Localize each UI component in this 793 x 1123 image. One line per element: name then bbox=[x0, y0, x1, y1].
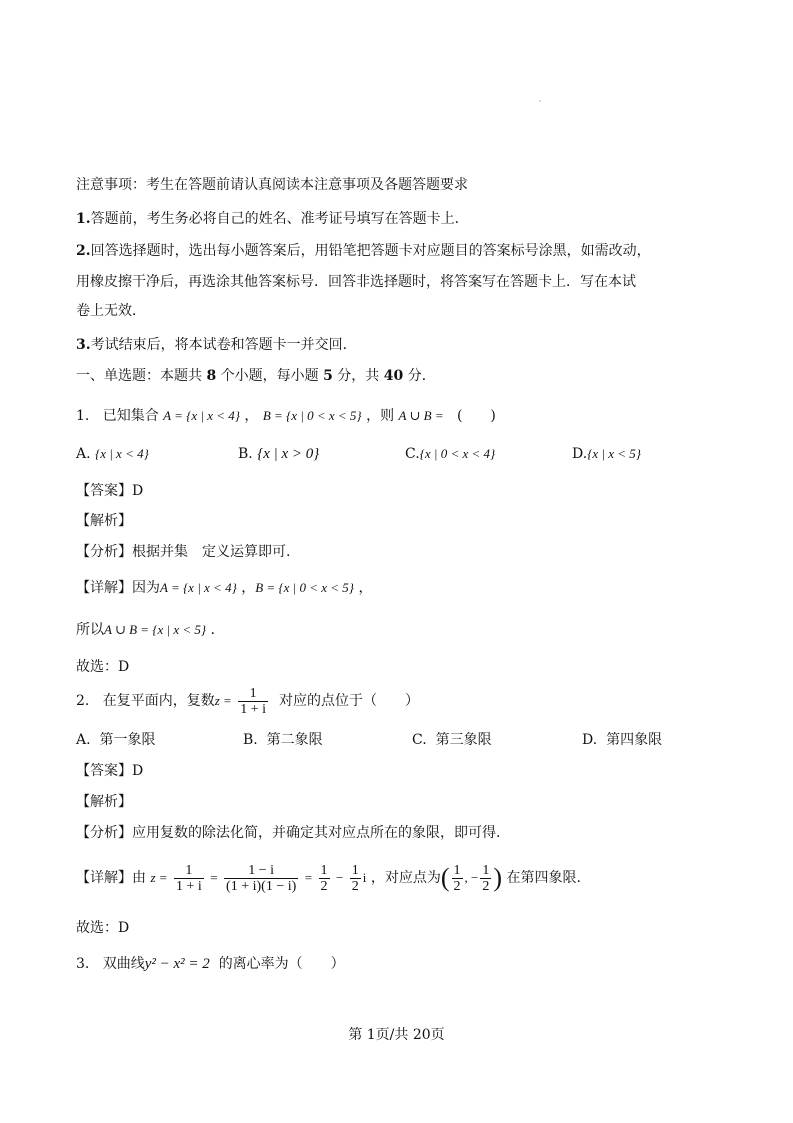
question-1-stem: 1. 已知集合 A = {x | x < 4} ， B = {x | 0 < x < 5} ，则 A ∪ B = ( ) bbox=[76, 408, 496, 424]
q2-final-choice: 故选：D bbox=[76, 920, 130, 936]
q1-analysis-tag: 【解析】 bbox=[76, 513, 132, 529]
set-b: B = {x | 0 < x < 5} bbox=[262, 408, 362, 423]
item-number: 2. bbox=[76, 243, 91, 259]
question-2-stem: 2. 在复平面内，复数z = $\frac{1}{1 + i}$ 对应的点位于（ ） bbox=[76, 685, 419, 717]
q2-analysis-tag: 【解析】 bbox=[76, 794, 132, 810]
q1-fenxi: 【分析】根据并集 定义运算即可. bbox=[76, 544, 291, 560]
q1-option-c: C.{x | 0 < x < 4} bbox=[405, 446, 496, 462]
notice-item-2-line-2: 用橡皮擦干净后，再选涂其他答案标号．回答非选择题时，将答案写在答题卡上．写在本试 bbox=[76, 274, 636, 290]
notice-item-1 bbox=[76, 209, 469, 229]
page-footer: 第 1页/共 20页 bbox=[348, 1027, 445, 1043]
question-number: 2. bbox=[76, 693, 90, 709]
q2-fenxi: 【分析】应用复数的除法化简，并确定其对应点所在的象限，即可得. bbox=[76, 825, 501, 841]
hyperbola-equation: y² − x² = 2 bbox=[144, 956, 210, 972]
item-text: 回答选择题时，选出每小题答案后，用铅笔把答题卡对应题目的答案标号涂黑，如需改动， bbox=[90, 243, 651, 259]
question-3-stem: 3. 双曲线y² − x² = 2 的离心率为（ ） bbox=[76, 956, 345, 972]
question-number: 1. bbox=[76, 408, 90, 424]
notice-item-3 bbox=[76, 335, 357, 355]
set-a: A = {x | x < 4} bbox=[163, 408, 240, 423]
notice-item-2 bbox=[76, 241, 651, 261]
question-number: 3. bbox=[76, 956, 90, 972]
q2-option-b: B. 第二象限 bbox=[243, 732, 323, 748]
q2-option-d: D. 第四象限 bbox=[582, 732, 663, 748]
scan-speck bbox=[539, 100, 541, 102]
fraction: $\frac{1}{1 + i}$ bbox=[240, 685, 267, 717]
item-number: 3. bbox=[76, 337, 91, 353]
notice-heading: 注意事项：考生在答题前请认真阅读本注意事项及各题答题要求 bbox=[76, 177, 468, 193]
q2-option-a: A. 第一象限 bbox=[76, 732, 156, 748]
q1-final-choice: 故选：D bbox=[76, 659, 130, 675]
answer-blank: ( ) bbox=[456, 408, 496, 424]
item-text: 考试结束后，将本试卷和答题卡一并交回． bbox=[90, 337, 357, 353]
union-expr: A ∪ B = bbox=[398, 408, 444, 423]
q1-conclusion: 所以A ∪ B = {x | x < 5} ． bbox=[76, 622, 225, 638]
section-heading: 一、单选题：本题共 8 个小题，每小题 5 分，共 40 分． bbox=[76, 368, 436, 384]
q1-answer: 【答案】D bbox=[76, 483, 144, 499]
item-text: 答题前，考生务必将自己的姓名、准考证号填写在答题卡上． bbox=[90, 211, 469, 227]
q1-xiangjie: 【详解】因为A = {x | x < 4} ，B = {x | 0 < x < 5} ， bbox=[76, 580, 373, 596]
q1-option-d: D.{x | x < 5} bbox=[572, 446, 641, 462]
q2-xiangjie: 【详解】由 z = $\frac{1}{1 + i}$ = $\frac{1 - i}{(1 + i)(1 - i)}$ = $\frac{1}{2}$ − $\frac{1}{2}$ i ，对应点为( $\frac{1}{2}$ , − $\frac{1}{2}$ ) 在第四象限. bbox=[76, 862, 581, 894]
q1-option-a: A. {x | x < 4} bbox=[76, 446, 149, 462]
q2-answer: 【答案】D bbox=[76, 763, 144, 779]
item-number: 1. bbox=[76, 211, 91, 227]
q2-option-c: C. 第三象限 bbox=[412, 732, 492, 748]
q1-option-b: B. {x | x > 0} bbox=[238, 446, 320, 462]
notice-item-2-line-3: 卷上无效． bbox=[76, 303, 146, 319]
